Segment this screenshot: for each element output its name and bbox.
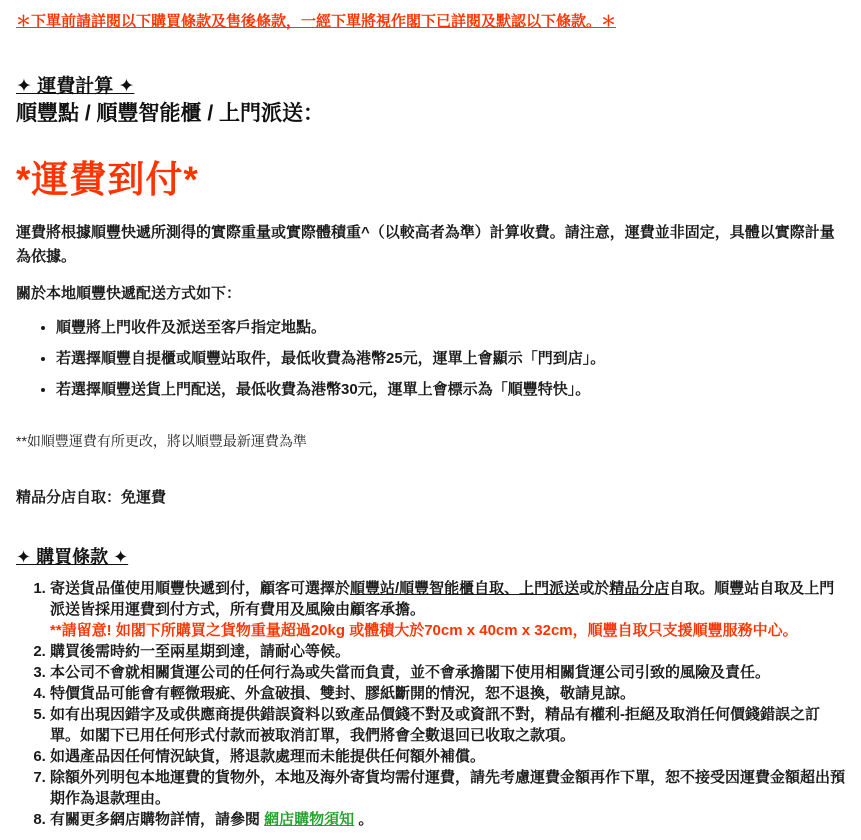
delivery-methods-subheading: 順豐點 / 順豐智能櫃 / 上門派送： (16, 102, 325, 125)
terms-item-out-of-stock: 6. 如遇產品因任何情況缺貨，將退款處理而未能提供任何額外補償。 (50, 746, 845, 767)
terms-item-1-underlined-pickup-options: 順豐站/順豐智能櫃自取、上門派送 (350, 580, 580, 597)
terms-item-1-text: 自取。順豐站自取及上門派送皆採用運費到付方式，所有費用及風險由顧客承擔。 (50, 580, 835, 618)
terms-item-price-errors: 5. 如有出現因錯字及或供應商提供錯誤資料以致產品價錢不對及或資訊不對，精品有權利-拒絕及取消任何價錢錯誤之訂單。如閣下已用任何形式付款而被取消訂單，我們將會全數退回已收取之款項。 (50, 704, 845, 746)
online-store-guide-link[interactable]: 網店購物須知 (264, 811, 355, 828)
freight-collect-title: *運費到付* (16, 159, 199, 200)
terms-item-courier-liability: 3. 本公司不會就相關貨運公司的任何行為或失當而負責，並不會承擔閣下使用相關貨運公司引致的風險及責任。 (50, 662, 845, 683)
freight-measurement-paragraph: 運費將根據順豐快遞所測得的實際重量或實際體積重^（以較高者為準）計算收費。請注意，運費並非固定，具體以實際計量為依據。 (16, 224, 835, 265)
terms-item-8-text: 。 (354, 811, 374, 828)
terms-item-1-text: 寄送貨品僅使用順豐快遞到付，顧客可選擇於 (50, 580, 351, 597)
terms-item-8-text: 有關更多網店購物詳情，請參閱 (50, 811, 265, 828)
delivery-option-item: • 若選擇順豐自提櫃或順豐站取件，最低收費為港幣25元，運單上會顯示「門到店」。 (56, 348, 845, 370)
delivery-options-list (16, 317, 845, 401)
terms-item-discounted-goods: 4. 特價貨品可能會有輕微瑕疵、外盒破損、雙封、膠紙斷開的情況，恕不退換，敬請見諒。 (50, 683, 845, 704)
store-pickup-free-note: 精品分店自取：免運費 (16, 489, 167, 506)
sf-pickup-size-warning: **請留意! 如閣下所購買之貨物重量超過20kg 或體積大於70cm x 40cm x 32cm，順豐自取只支援順豐服務中心。 (50, 622, 798, 639)
terms-item-freight-refund-policy: 7. 除額外列明包本地運費的貨物外，本地及海外寄貨均需付運費，請先考慮運費金額再作下單，恕不接受因運費金額超出預期作為退款理由。 (50, 767, 845, 809)
delivery-option-item: • 順豐將上門收件及派送至客戶指定地點。 (56, 317, 845, 339)
terms-item-delivery-time: 2. 購買後需時約一至兩星期到達，請耐心等候。 (50, 641, 845, 662)
terms-item-1-text: 或於 (579, 580, 610, 597)
purchase-terms-heading: ✦ 購買條款 ✦ (16, 547, 129, 567)
delivery-option-item: • 若選擇順豐送貨上門配送，最低收費為港幣30元，運單上會標示為「順豐特快」。 (56, 379, 845, 401)
purchase-terms-list (16, 578, 845, 830)
terms-item-1-underlined-boutique: 精品分店 (609, 580, 670, 597)
local-delivery-intro: 關於本地順豐快遞配送方式如下： (16, 285, 242, 302)
pre-order-notice: ＊下單前請詳閱以下購買條款及售後條款，一經下單將視作閣下已詳閱及默認以下條款。＊ (16, 13, 617, 30)
terms-item-shipping-choice (50, 578, 845, 641)
freight-change-note: **如順豐運費有所更改，將以順豐最新運費為準 (16, 433, 307, 449)
shipping-calc-heading: ✦ 運費計算 ✦ (16, 76, 135, 97)
shipping-terms-document (16, 12, 845, 830)
terms-item-more-info (50, 809, 845, 830)
